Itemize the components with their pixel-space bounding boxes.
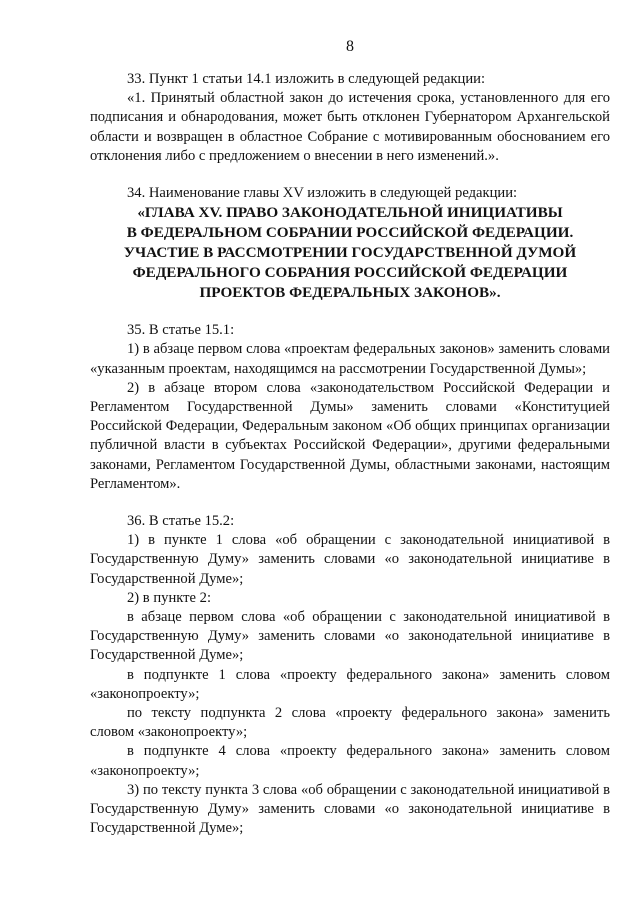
- chapter-heading-line: «ГЛАВА XV. ПРАВО ЗАКОНОДАТЕЛЬНОЙ ИНИЦИАТИВЫ: [137, 204, 563, 222]
- item-34-title: 34. Наименование главы XV изложить в следующей редакции:: [127, 185, 518, 202]
- item-33-text: «1. Принятый областной закон до истечения срока, установленного для его подписания и обнародования, может быть отклонен Губернатором Архангельской области и возвращен в областное Собрание с мотивированным обоснованием его отклонения либо с предложением о внесении в него изменений.».: [90, 90, 610, 164]
- spacer: [90, 494, 610, 512]
- chapter-heading: [90, 203, 610, 303]
- item-36-subitem-1: 1) в пункте 1 слова «об обращении с законодательной инициативой в Государственную Думу» заменить словами «о законодательной инициативе в Государственной Думе»;: [90, 532, 610, 587]
- item-36-subitem-2d: в подпункте 4 слова «проекту федерального закона» заменить словом «законопроекту»;: [90, 743, 610, 779]
- page-number: 8: [346, 38, 354, 55]
- chapter-heading-line: ПРОЕКТОВ ФЕДЕРАЛЬНЫХ ЗАКОНОВ».: [199, 284, 501, 302]
- item-33-title: 33. Пункт 1 статьи 14.1 изложить в следующей редакции:: [127, 71, 486, 87]
- item-36-subitem-2b: в подпункте 1 слова «проекту федерального закона» заменить словом «законопроекту»;: [90, 666, 610, 702]
- item-36-subitem-2c: по тексту подпункта 2 слова «проекту федерального закона» заменить словом «законопроекту»;: [90, 705, 610, 741]
- chapter-heading-line: ФЕДЕРАЛЬНОГО СОБРАНИЯ РОССИЙСКОЙ ФЕДЕРАЦИИ: [132, 264, 568, 282]
- item-35-subitem-2: 2) в абзаце втором слова «законодательством Российской Федерации и Регламентом Государственной Думы» заменить словами «Конституцией Российской Федерации, Федеральным законом «Об общих принципах организации публичной власти в субъектах Российской Федерации», другими федеральными законами, Регламентом Государственной Думы, областными законами, настоящим Регламентом».: [90, 379, 610, 492]
- item-35-subitem-1: 1) в абзаце первом слова «проектам федеральных законов» заменить словами «указанным проектам, находящимся на рассмотрении Государственной Думы»;: [90, 341, 610, 377]
- chapter-heading-line: УЧАСТИЕ В РАССМОТРЕНИИ ГОСУДАРСТВЕННОЙ ДУМОЙ: [123, 244, 577, 262]
- item-36-subitem-2a: в абзаце первом слова «об обращении с законодательной инициативой в Государственную Думу» заменить словами «о законодательной инициативе в Государственной Думе»;: [90, 609, 610, 664]
- item-36-subitem-2: 2) в пункте 2:: [127, 589, 212, 606]
- item-36-subitem-3: 3) по тексту пункта 3 слова «об обращении с законодательной инициативой в Государственную Думу» заменить словами «о законодательной инициативе в Государственной Думе»;: [90, 781, 610, 837]
- item-36-title: 36. В статье 15.2:: [127, 513, 235, 530]
- item-35-title: 35. В статье 15.1:: [127, 322, 235, 339]
- chapter-heading-line: В ФЕДЕРАЛЬНОМ СОБРАНИИ РОССИЙСКОЙ ФЕДЕРАЦИИ.: [126, 224, 574, 242]
- spacer: [90, 303, 610, 321]
- spacer: [90, 166, 610, 184]
